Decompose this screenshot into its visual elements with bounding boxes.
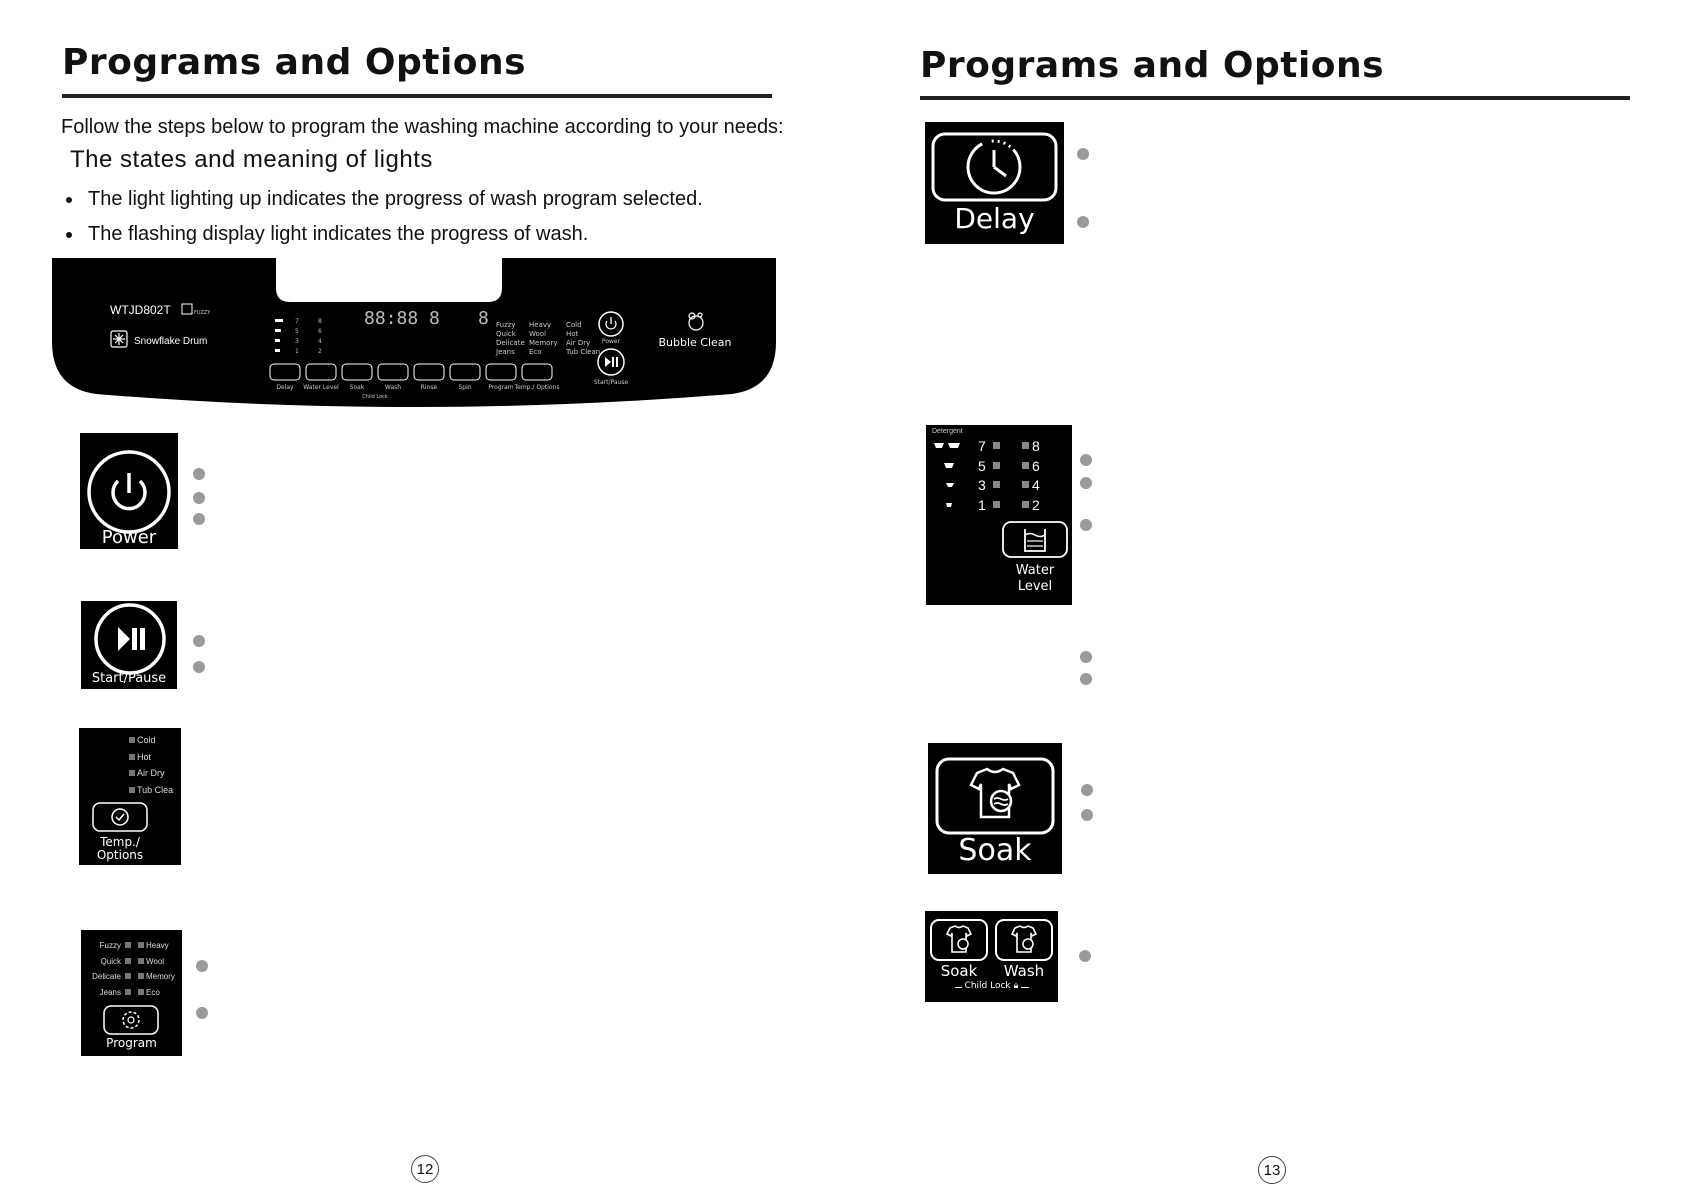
program-icon-tile — [81, 930, 182, 1056]
page-number-right: 13 — [1258, 1156, 1286, 1184]
level-digit: 5 — [295, 328, 299, 335]
panel-button-label: Rinse — [420, 384, 438, 391]
program-light: Memory — [138, 969, 175, 985]
temp-light-row: Hot — [129, 749, 173, 766]
program-light: Delicate — [92, 972, 121, 981]
panel-fuzzy-badge: FUZZY — [194, 310, 211, 316]
note-bullet — [193, 513, 205, 525]
delay-icon-tile — [925, 122, 1064, 244]
level-number: 2 — [1032, 496, 1040, 513]
level-digit: 8 — [318, 318, 322, 325]
panel-child-lock: Child Lock — [362, 394, 388, 400]
temp-light-row: Cold — [129, 732, 173, 749]
program-light: Fuzzy — [496, 321, 516, 329]
panel-display: 88:88 8 — [364, 308, 440, 329]
start-icon-tile — [81, 601, 177, 689]
panel-button-label: Program — [488, 384, 514, 391]
panel-button-label: Water Level — [303, 384, 339, 391]
level-number: 8 — [1032, 438, 1040, 454]
program-gear-icon — [103, 1005, 159, 1035]
note-bullet — [196, 1007, 208, 1019]
water-level-icon — [1002, 521, 1068, 559]
temp-icon-tile — [79, 728, 181, 865]
level-number: 7 — [978, 438, 986, 454]
program-light: Fuzzy — [99, 941, 121, 950]
program-label: Program — [106, 1036, 157, 1050]
temp-options-icon — [92, 802, 148, 832]
start-pause-icon — [93, 602, 167, 676]
soak-wash-buttons-icon — [930, 919, 1054, 961]
level-digit: 4 — [318, 338, 322, 345]
lights-subheading: The states and meaning of lights — [70, 146, 433, 173]
panel-button-label: Temp./ Options — [514, 384, 560, 391]
right-page-title: Programs and Options — [920, 45, 1385, 86]
note-bullet — [193, 492, 205, 504]
temp-light-row: Air Dry — [129, 765, 173, 782]
temp-light: Hot — [566, 330, 579, 338]
left-page-title: Programs and Options — [62, 42, 527, 83]
intro-text: Follow the steps below to program the washing machine according to your needs: — [61, 116, 784, 138]
panel-button-label: Wash — [384, 384, 402, 391]
bullet-item: The flashing display light indicates the progress of wash. — [66, 223, 588, 246]
power-icon — [86, 449, 172, 535]
page-number-left: 12 — [411, 1155, 439, 1183]
temp-label: Temp./ Options — [96, 835, 144, 862]
note-bullet — [1080, 651, 1092, 663]
temp-light: Tub Clean — [566, 348, 601, 356]
program-light: Quick — [496, 330, 516, 338]
panel-display-single: 8 — [478, 308, 489, 329]
note-bullet — [1080, 477, 1092, 489]
program-light: Heavy — [138, 938, 175, 954]
level-digit: 7 — [295, 318, 299, 325]
level-number: 1 — [978, 496, 986, 513]
panel-drum-brand: Snowflake Drum — [134, 336, 208, 347]
panel-model: WTJD802T — [110, 303, 171, 317]
child-lock-icon-tile — [925, 911, 1058, 1002]
delay-label: Delay — [954, 202, 1035, 235]
program-light: Wool — [138, 954, 175, 970]
panel-button-label: Delay — [276, 384, 294, 391]
program-light: Memory — [529, 339, 558, 347]
child-lock-label: Child Lock 🔒︎ — [925, 981, 1058, 991]
temp-light: Air Dry — [566, 339, 591, 347]
clock-icon — [931, 132, 1058, 204]
note-bullet — [1080, 673, 1092, 685]
soak-label: Soak — [958, 833, 1032, 868]
note-bullet — [1077, 148, 1089, 160]
power-label: Power — [101, 527, 157, 548]
program-light: Jeans — [496, 348, 515, 356]
level-number: 6 — [1032, 457, 1040, 474]
program-light: Eco — [138, 985, 175, 1001]
temp-light-row: Tub Clea — [129, 782, 173, 799]
note-bullet — [1077, 216, 1089, 228]
level-number: 5 — [978, 457, 986, 474]
temp-light: Cold — [566, 321, 582, 329]
water-level-icon-tile — [926, 425, 1072, 605]
level-digit: 2 — [318, 348, 322, 355]
detergent-header: Detergent — [932, 428, 963, 435]
soak-shirt-icon — [935, 757, 1055, 835]
note-bullet — [1081, 809, 1093, 821]
note-bullet — [193, 468, 205, 480]
program-light: Delicate — [496, 339, 525, 347]
panel-button-label: Spin — [458, 384, 472, 391]
bullet-item: The light lighting up indicates the progress of wash program selected. — [66, 188, 703, 211]
note-bullet — [193, 635, 205, 647]
panel-button-label: Soak — [349, 384, 365, 391]
childlock-wash-label: Wash — [1003, 962, 1045, 980]
program-light: Quick — [100, 956, 121, 966]
level-digit: 3 — [295, 338, 299, 345]
childlock-soak-label: Soak — [940, 962, 978, 980]
control-panel — [52, 258, 776, 410]
note-bullet — [1079, 950, 1091, 962]
level-digit: 1 — [295, 348, 299, 355]
left-title-rule — [62, 94, 772, 98]
note-bullet — [1081, 784, 1093, 796]
panel-power-label: Power — [601, 338, 621, 345]
panel-start-label: Start/Pause — [593, 379, 629, 386]
program-light: Jeans — [99, 987, 121, 997]
right-title-rule — [920, 96, 1630, 100]
note-bullet — [193, 661, 205, 673]
program-light: Heavy — [529, 321, 552, 329]
panel-bubble-brand: Bubble Clean — [658, 336, 732, 349]
note-bullet — [1080, 519, 1092, 531]
level-number: 3 — [978, 477, 986, 493]
note-bullet — [1080, 454, 1092, 466]
start-label: Start/Pause — [91, 671, 167, 686]
program-light: Eco — [529, 348, 542, 356]
lock-icon: 🔒︎ — [1014, 981, 1022, 991]
program-light: Wool — [529, 330, 547, 338]
power-icon-tile — [80, 433, 178, 549]
level-number: 4 — [1032, 477, 1040, 493]
note-bullet — [196, 960, 208, 972]
water-level-label: Water Level — [1015, 563, 1055, 594]
soak-icon-tile — [928, 743, 1062, 874]
detergent-cup-icons — [934, 441, 968, 511]
level-digit: 6 — [318, 328, 322, 335]
